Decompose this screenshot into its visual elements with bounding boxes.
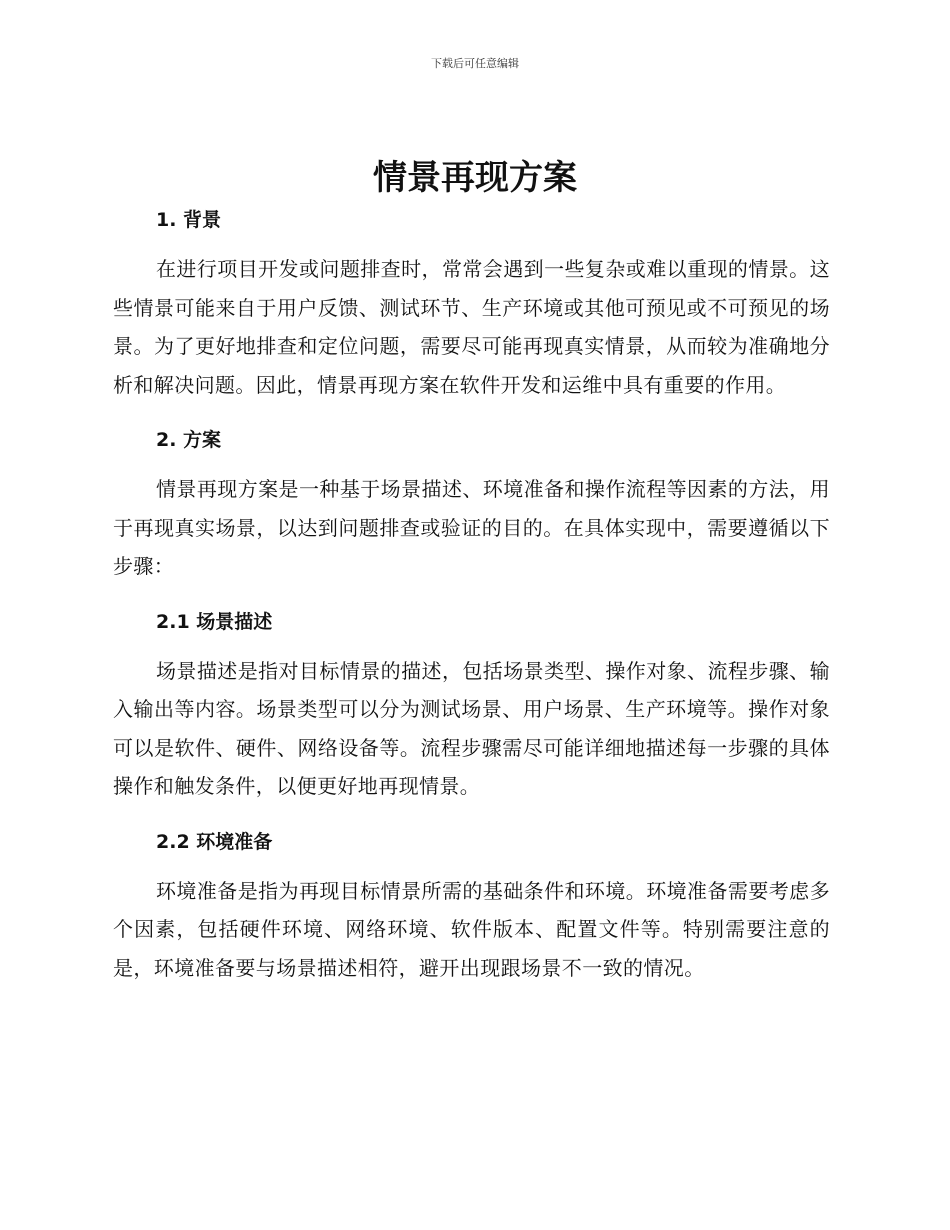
- section-scene-description: [113, 602, 830, 822]
- section-environment-preparation: [113, 822, 830, 988]
- section-background: [113, 200, 830, 420]
- section-paragraph: 场景描述是指对目标情景的描述，包括场景类型、操作对象、流程步骤、输入输出等内容。场景类型可以分为测试场景、用户场景、生产环境等。操作对象可以是软件、硬件、网络设备等。流程步骤需尽可能详细地描述每一步骤的具体操作和触发条件，以便更好地再现情景。: [113, 658, 830, 798]
- header-note: 下载后可任意编辑: [431, 57, 519, 70]
- section-heading: 2.1 场景描述: [156, 610, 273, 633]
- section-paragraph: 在进行项目开发或问题排查时，常常会遇到一些复杂或难以重现的情景。这些情景可能来自于用户反馈、测试环节、生产环境或其他可预见或不可预见的场景。为了更好地排查和定位问题，需要尽可能再现真实情景，从而较为准确地分析和解决问题。因此，情景再现方案在软件开发和运维中具有重要的作用。: [113, 257, 830, 397]
- section-paragraph: 环境准备是指为再现目标情景所需的基础条件和环境。环境准备需要考虑多个因素，包括硬件环境、网络环境、软件版本、配置文件等。特别需要注意的是，环境准备要与场景描述相符，避开出现跟场景不一致的情况。: [113, 878, 830, 980]
- section-heading: 2.2 环境准备: [156, 830, 273, 853]
- document-title: 情景再现方案: [373, 158, 577, 198]
- section-heading: 1. 背景: [156, 209, 222, 231]
- section-paragraph: 情景再现方案是一种基于场景描述、环境准备和操作流程等因素的方法，用于再现真实场景，以达到问题排查或验证的目的。在具体实现中，需要遵循以下步骤：: [113, 477, 830, 578]
- section-plan: [113, 420, 830, 602]
- section-heading: 2. 方案: [156, 429, 222, 451]
- document-body: [113, 200, 830, 987]
